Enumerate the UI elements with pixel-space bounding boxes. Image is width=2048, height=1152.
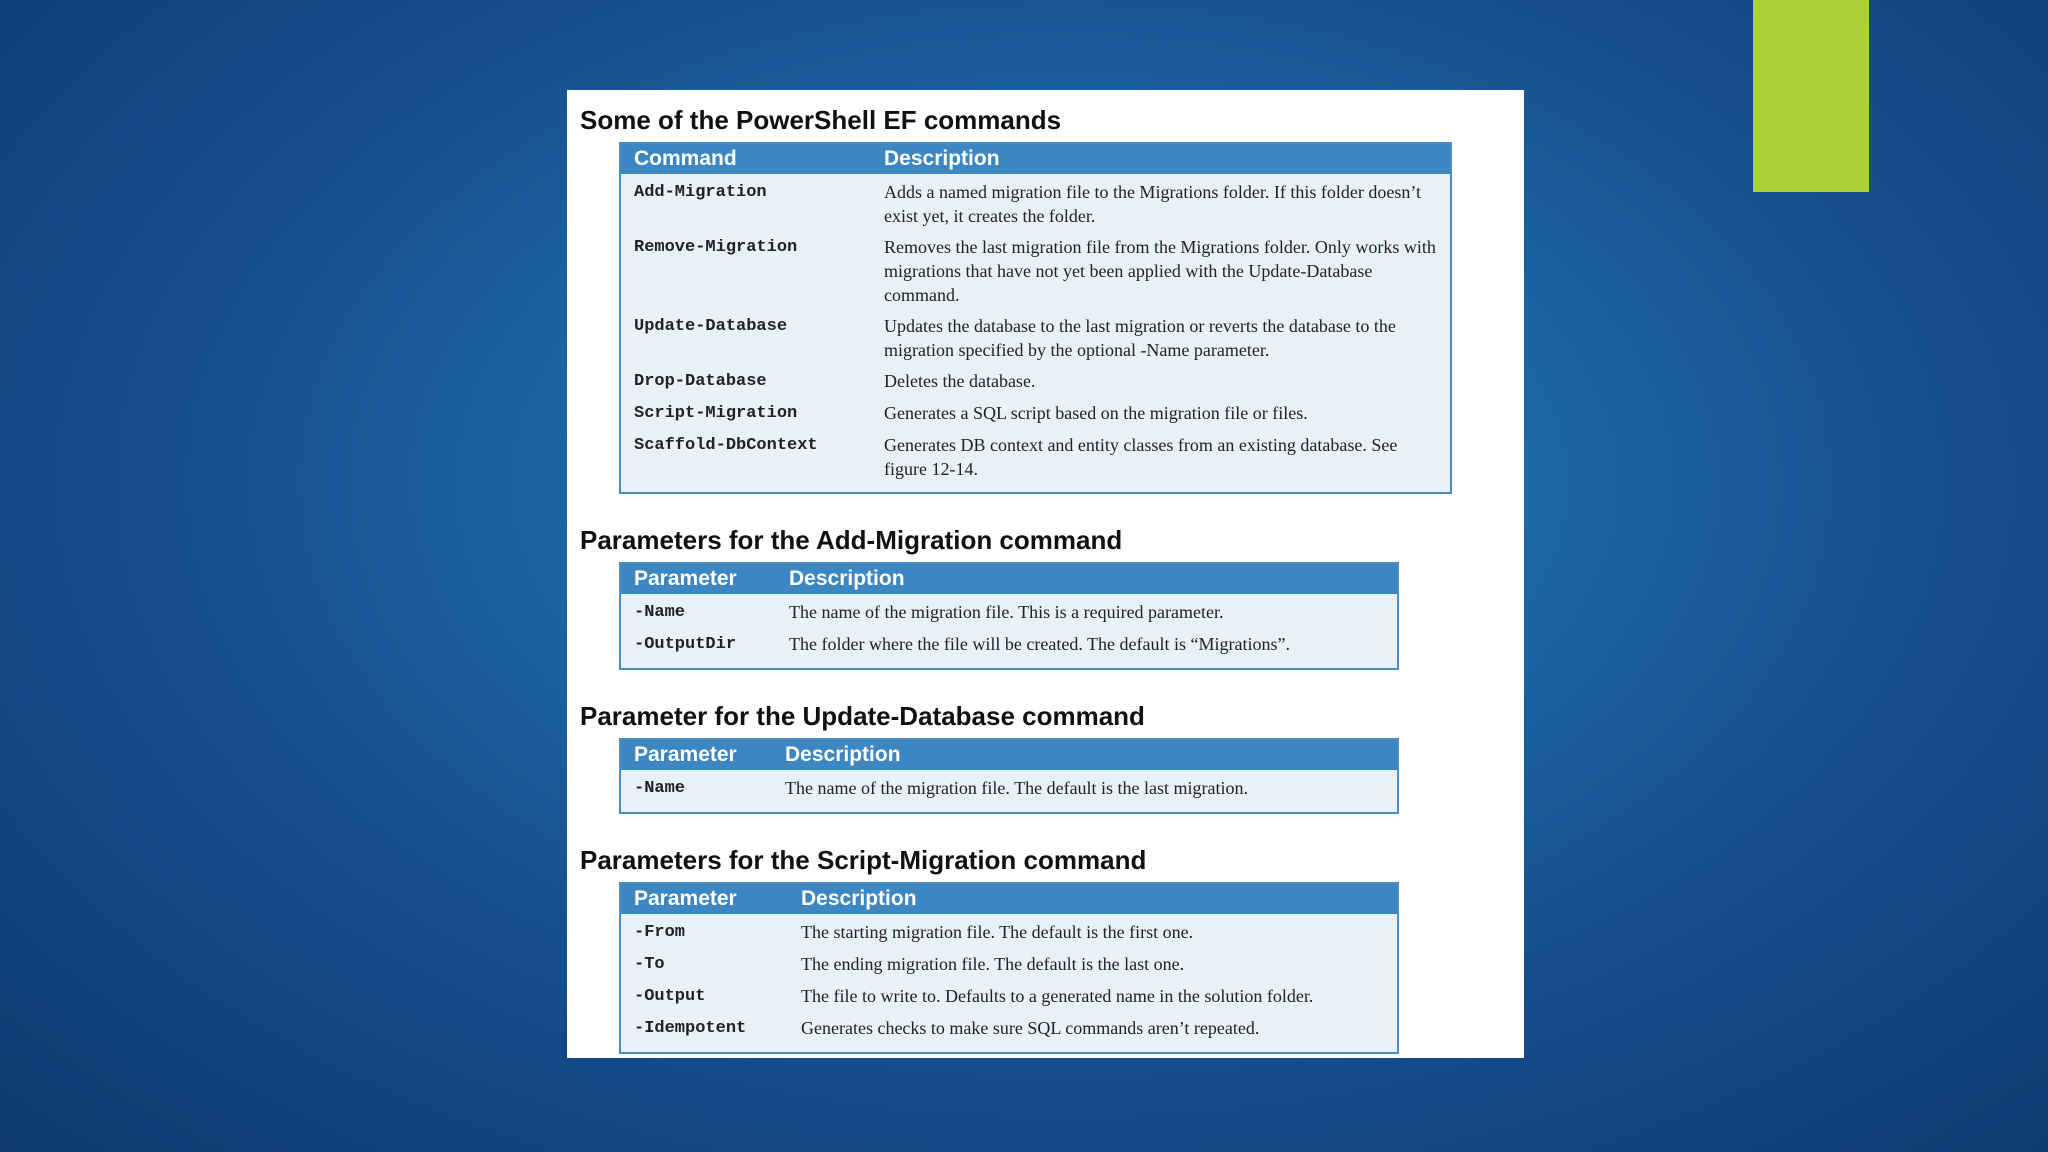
command-description: Adds a named migration file to the Migrations folder. If this folder doesn’t exist yet, it creates the folder. [884, 182, 1422, 226]
header-parameter: Parameter [634, 887, 737, 910]
parameter-name: -Idempotent [634, 1019, 747, 1038]
command-description: Removes the last migration file from the Migrations folder. Only works with migrations that have not yet been applied with the Update-Database command. [884, 237, 1436, 305]
table-row [621, 600, 1397, 625]
parameter-description: The name of the migration file. This is a required parameter. [789, 602, 1224, 622]
script-migration-params-table [619, 882, 1399, 1054]
parameter-description: The name of the migration file. The default is the last migration. [785, 778, 1249, 798]
command-description: Deletes the database. [884, 371, 1036, 391]
table-row [621, 369, 1450, 394]
header-parameter: Parameter [634, 743, 737, 766]
ef-commands-table [619, 142, 1452, 494]
header-description: Description [801, 887, 917, 910]
command-name: Add-Migration [634, 183, 767, 202]
command-name: Script-Migration [634, 404, 798, 423]
table-row [621, 984, 1397, 1009]
parameter-name: -To [634, 955, 665, 974]
parameter-description: The starting migration file. The default is the first one. [801, 922, 1194, 942]
section-title-script-migration: Parameters for the Script-Migration command [580, 845, 1147, 875]
parameter-description: Generates checks to make sure SQL commands aren’t repeated. [801, 1018, 1260, 1038]
table-header [621, 884, 1397, 914]
header-description: Description [884, 147, 1000, 170]
table-row [621, 433, 1450, 481]
header-command: Command [634, 147, 737, 170]
command-name: Update-Database [634, 317, 788, 336]
parameter-name: -Name [634, 779, 686, 798]
table-row [621, 314, 1450, 362]
table-row [621, 401, 1450, 426]
table-header [621, 740, 1397, 770]
command-description: Updates the database to the last migration or reverts the database to the migration specified by the optional -Name parameter. [884, 316, 1396, 360]
section-title-add-migration: Parameters for the Add-Migration command [580, 525, 1123, 555]
table-row [621, 235, 1450, 307]
parameter-description: The ending migration file. The default is the last one. [801, 954, 1185, 974]
header-description: Description [789, 567, 905, 590]
header-parameter: Parameter [634, 567, 737, 590]
section-title-ef-commands: Some of the PowerShell EF commands [580, 105, 1062, 135]
parameter-description: The folder where the file will be created. The default is “Migrations”. [789, 634, 1290, 654]
accent-rectangle [1753, 0, 1869, 192]
table-row [621, 952, 1397, 977]
table-row [621, 632, 1397, 657]
command-name: Scaffold-DbContext [634, 436, 818, 455]
add-migration-params-table [619, 562, 1399, 670]
command-description: Generates DB context and entity classes from an existing database. See figure 12-14. [884, 435, 1398, 479]
command-name: Drop-Database [634, 372, 767, 391]
parameter-name: -Name [634, 603, 686, 622]
table-header [621, 564, 1397, 594]
table-row [621, 920, 1397, 945]
parameter-name: -OutputDir [634, 635, 737, 654]
update-database-params-table [619, 738, 1399, 814]
table-row [621, 776, 1397, 801]
table-header [621, 144, 1450, 174]
header-description: Description [785, 743, 901, 766]
document-panel [567, 90, 1524, 1058]
table-row [621, 1016, 1397, 1041]
table-row [621, 180, 1450, 228]
command-name: Remove-Migration [634, 238, 798, 257]
parameter-name: -From [634, 923, 686, 942]
parameter-name: -Output [634, 987, 706, 1006]
section-title-update-database: Parameter for the Update-Database command [580, 701, 1145, 731]
parameter-description: The file to write to. Defaults to a generated name in the solution folder. [801, 986, 1314, 1006]
command-description: Generates a SQL script based on the migration file or files. [884, 403, 1308, 423]
